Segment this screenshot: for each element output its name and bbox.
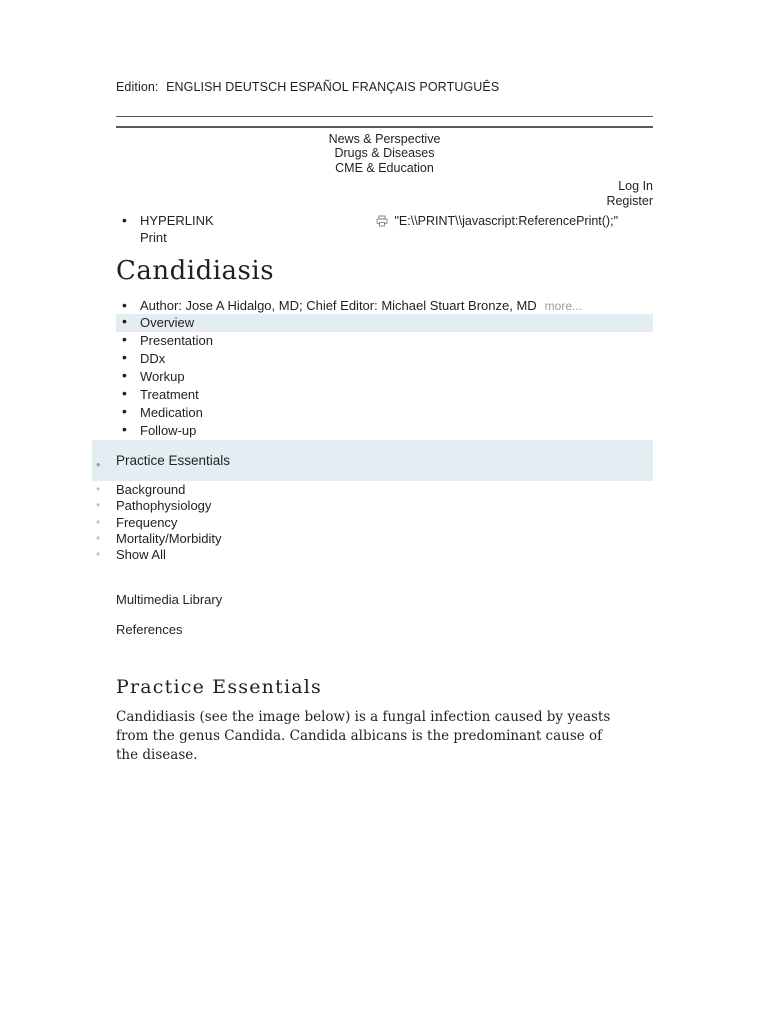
tab-medication[interactable]: • Medication — [116, 404, 653, 422]
body-heading: Practice Essentials — [116, 675, 322, 698]
sub-section-list — [92, 482, 652, 563]
edition-row — [116, 80, 653, 94]
sub-item-pathophysiology[interactable]: • Pathophysiology — [92, 498, 652, 514]
hyperlink-label[interactable]: • HYPERLINK — [140, 213, 214, 229]
tab-workup[interactable]: • Workup — [116, 368, 653, 386]
sub-item-frequency[interactable]: • Frequency — [92, 515, 652, 531]
toolbar-list — [116, 213, 653, 246]
sub-item-show-all[interactable]: • Show All — [92, 547, 652, 563]
print-label[interactable]: Print — [140, 230, 167, 246]
body-paragraph: Candidiasis (see the image below) is a fungal infection caused by yeasts from the genus Candida. Candida albicans is the predominant cause of the disease. — [116, 708, 611, 763]
section-tabs — [116, 314, 653, 440]
page-title: Candidiasis — [116, 256, 275, 287]
print-reference[interactable] — [376, 213, 618, 231]
tab-treatment[interactable]: • Treatment — [116, 386, 653, 404]
references-link[interactable]: References — [116, 622, 183, 637]
register-link[interactable]: Register — [606, 193, 653, 208]
top-divider-thick — [116, 126, 653, 128]
printer-icon — [376, 215, 388, 231]
practice-essentials-label[interactable]: Practice Essentials — [116, 453, 231, 468]
multimedia-library-link[interactable]: Multimedia Library — [116, 592, 223, 607]
nav-item-news[interactable]: News & Perspective — [328, 132, 441, 146]
tab-overview[interactable]: • Overview — [116, 314, 653, 332]
tab-ddx[interactable]: • DDx — [116, 350, 653, 368]
log-in-link[interactable]: Log In — [618, 179, 653, 194]
byline — [116, 298, 653, 314]
edition-language-list[interactable]: ENGLISH DEUTSCH ESPAÑOL FRANÇAIS PORTUGUÊS — [166, 80, 500, 94]
lower-links — [116, 592, 222, 638]
primary-nav — [116, 132, 653, 175]
hyperlink-row — [116, 213, 653, 230]
nav-item-cme[interactable]: CME & Education — [335, 160, 434, 175]
tab-follow-up[interactable]: • Follow-up — [116, 422, 653, 440]
byline-list — [116, 298, 653, 314]
byline-text: Author: Jose A Hidalgo, MD; Chief Editor: Michael Stuart Bronze, MD — [140, 298, 537, 314]
practice-essentials-bullet-icon: • — [96, 457, 101, 472]
print-reference-text: "E:\\PRINT\\javascript:ReferencePrint();" — [394, 214, 619, 229]
sub-item-mortality-morbidity[interactable]: • Mortality/Morbidity — [92, 531, 652, 547]
edition-label: Edition: — [116, 80, 159, 94]
sub-item-background[interactable]: • Background — [92, 482, 652, 498]
tab-presentation[interactable]: • Presentation — [116, 332, 653, 350]
account-links — [116, 179, 653, 208]
divider-gap — [116, 117, 653, 126]
nav-item-drugs[interactable]: Drugs & Diseases — [334, 146, 435, 161]
more-link[interactable]: more... — [544, 299, 583, 314]
document-content — [116, 80, 653, 466]
